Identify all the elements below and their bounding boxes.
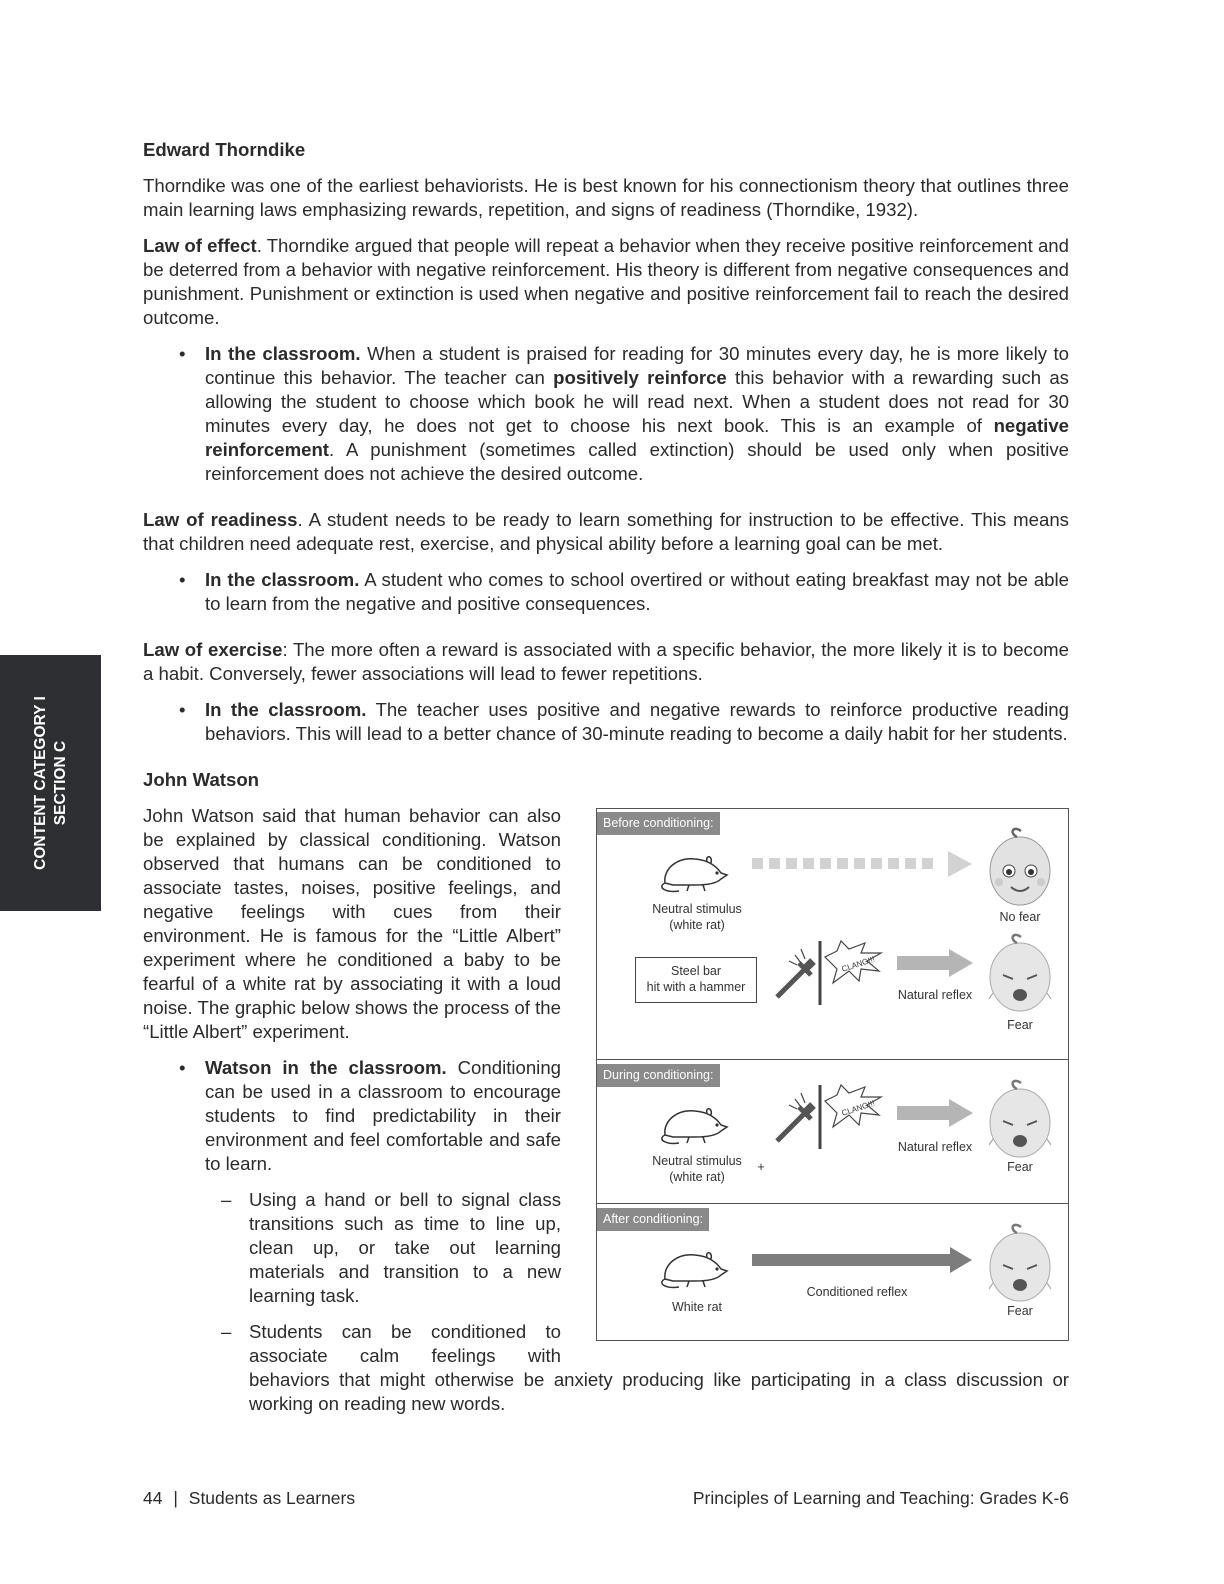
law-of-exercise-text: : The more often a reward is associated with a specific behavior, the more likely it is to become a habit. Conversely, fewer associations will lead to fewer repetitions. [143, 639, 1070, 684]
during-conditioning-section [597, 1061, 1068, 1203]
label-line: (white rat) [669, 1170, 725, 1184]
thorndike-intro: Thorndike was one of the earliest behaviorists. He is best known for his connectionism theory that outlines three main learning laws emphasizing rewards, repetition, and signs of readiness (Thorndike, 1932). [143, 175, 1069, 220]
dash-marker: – [221, 1321, 232, 1342]
footer-separator: | [173, 1488, 178, 1508]
no-fear-label: No fear [999, 910, 1041, 924]
sub-bullet-2-text-start: Students can be conditioned to associate calm feelings with [249, 1321, 561, 1366]
bullet-text-part: this behavior with a rewarding such as allowing the student to choose which book he will read next. When a student does not read for 30 minutes every day, he does not get to choose his next book. This is an example of [205, 367, 1069, 436]
watson-heading: John Watson [143, 769, 260, 790]
thorndike-heading: Edward Thorndike [143, 139, 306, 160]
exercise-bullet [143, 698, 1069, 746]
clang-text: CLANG!!! [840, 1098, 876, 1118]
before-header: Before conditioning: [597, 812, 720, 835]
hammer-clang-icon [775, 939, 885, 1009]
label-line: Neutral stimulus [652, 902, 742, 916]
label-line: (white rat) [669, 918, 725, 932]
section-divider [597, 1059, 1068, 1060]
during-fear-label: Fear [1007, 1160, 1033, 1174]
side-tab-section: SECTION C [51, 740, 69, 826]
watson-sub-bullet-1 [143, 1188, 561, 1308]
after-conditioning-section [597, 1205, 1068, 1340]
side-tab [0, 655, 101, 911]
during-header: During conditioning: [597, 1064, 720, 1087]
before-fear-label: Fear [1007, 1018, 1033, 1032]
law-of-readiness-term: Law of readiness [143, 509, 298, 530]
steel-bar-box [635, 957, 757, 1003]
bullet-text-part: Conditioning can be used in a classroom to encourage students to find predictability in their environment and feel comfortable and safe to learn. [205, 1057, 562, 1174]
dashed-arrow-icon [752, 851, 974, 877]
plus-sign: + [757, 1160, 765, 1174]
watson-intro: John Watson said that human behavior can also be explained by classical conditioning. Watson observed that humans can be conditioned to associate tastes, noises, positive feelings, and negative feelings with cues from their environment. He is famous for the “Little Albert” experiment where he conditioned a baby to be fearful of a white rat by associating it with a loud noise. The graphic below shows the process of the “Little Albert” experiment. [143, 805, 561, 1042]
side-tab-label [31, 696, 71, 870]
sub-bullet-1-text: Using a hand or bell to signal class transitions such as time to line up, clean up, or take out learning materials and transition to a new learning task. [249, 1189, 561, 1306]
arrow-right-icon [897, 949, 975, 977]
during-neutral-label [627, 1153, 767, 1185]
crying-baby-icon [987, 1223, 1053, 1303]
conditioned-arrow-icon [752, 1247, 974, 1273]
hammer-clang-icon [775, 1083, 885, 1153]
law-of-exercise-term: Law of exercise [143, 639, 283, 660]
section-divider [597, 1203, 1068, 1204]
law-of-readiness-text: . A student needs to be ready to learn something for instruction to be effective. This means that children need adequate rest, exercise, and physical ability before a learning goal can be met. [143, 509, 1069, 554]
before-natural-reflex-label: Natural reflex [897, 988, 973, 1002]
crying-baby-icon [987, 933, 1053, 1013]
bullet-lead: In the classroom. [205, 569, 360, 590]
footer-left [143, 1487, 355, 1509]
bullet-lead: Watson in the classroom. [205, 1057, 447, 1078]
law-of-effect-term: Law of effect [143, 235, 257, 256]
during-natural-reflex-label: Natural reflex [897, 1140, 973, 1154]
label-line: Steel bar [670, 964, 722, 978]
readiness-bullet-text [205, 568, 1069, 616]
bullet-lead: In the classroom. [205, 699, 367, 720]
white-rat-label: White rat [671, 1300, 722, 1314]
readiness-bullet [143, 568, 1069, 616]
law-of-exercise-paragraph [143, 638, 1069, 686]
after-fear-label: Fear [1007, 1304, 1033, 1318]
exercise-bullet-text [205, 698, 1069, 746]
watson-sub-bullet-2 [143, 1320, 561, 1368]
rat-icon [659, 1099, 729, 1147]
label-line: hit with a hammer [646, 980, 746, 994]
watson-bullet [143, 1056, 561, 1176]
bullet-text-part: When a student is praised for reading for 30 minutes every day, he is more likely to continue this behavior. The teacher can [205, 343, 1069, 388]
bullet-dot: • [179, 343, 186, 364]
before-conditioning-section [597, 809, 1068, 1059]
negative-reinforcement-term: negative reinforcement [205, 415, 1069, 460]
section-name: Students as Learners [188, 1488, 356, 1508]
happy-baby-icon [987, 827, 1053, 907]
bullet-lead: In the classroom. [205, 343, 361, 364]
bullet-text-part: The teacher uses positive and negative rewards to reinforce productive reading behaviors. This will lead to a better chance of 30-minute reading to become a daily habit for her students. [205, 699, 1069, 744]
bullet-dot: • [179, 569, 186, 590]
bullet-text-part: A student who comes to school overtired or without eating breakfast may not be able to learn from the negative and positive consequences. [205, 569, 1069, 614]
rat-icon [659, 1243, 729, 1291]
conditioning-figure [596, 808, 1069, 1341]
law-of-effect-paragraph [143, 234, 1069, 330]
bullet-dot: • [179, 699, 186, 720]
effect-bullet [143, 342, 1069, 486]
bullet-text-part: . A punishment (sometimes called extinction) should be used only when positive reinforcement does not achieve the desired outcome. [205, 439, 1069, 484]
positively-reinforce-term: positively reinforce [553, 367, 727, 388]
crying-baby-icon [987, 1079, 1053, 1159]
rat-icon [659, 847, 729, 895]
watson-bullet-text [205, 1056, 561, 1176]
watson-column [143, 804, 561, 1368]
effect-bullet-text [205, 342, 1069, 486]
before-neutral-label [627, 901, 767, 933]
label-line: Neutral stimulus [652, 1154, 742, 1168]
sub-bullet-2-text-end: behaviors that might otherwise be anxiety producing like participating in a class discussion or working on reading new words. [249, 1369, 1069, 1414]
conditioned-reflex-label: Conditioned reflex [806, 1285, 908, 1299]
after-header: After conditioning: [597, 1208, 709, 1231]
clang-text: CLANG!!! [840, 954, 876, 974]
dash-marker: – [221, 1189, 232, 1210]
side-tab-category: CONTENT CATEGORY I [31, 696, 49, 870]
page-number: 44 [143, 1488, 163, 1508]
arrow-right-icon [897, 1099, 975, 1127]
law-of-effect-text: . Thorndike argued that people will repeat a behavior when they receive positive reinforcement and be deterred from a behavior with negative reinforcement. His theory is different from negative consequences and punishment. Punishment or extinction is used when negative and positive reinforcement fail to reach the desired outcome. [143, 235, 1069, 328]
bullet-dot: • [179, 1057, 186, 1078]
book-title: Principles of Learning and Teaching: Grades K-6 [692, 1488, 1069, 1508]
law-of-readiness-paragraph [143, 508, 1069, 556]
